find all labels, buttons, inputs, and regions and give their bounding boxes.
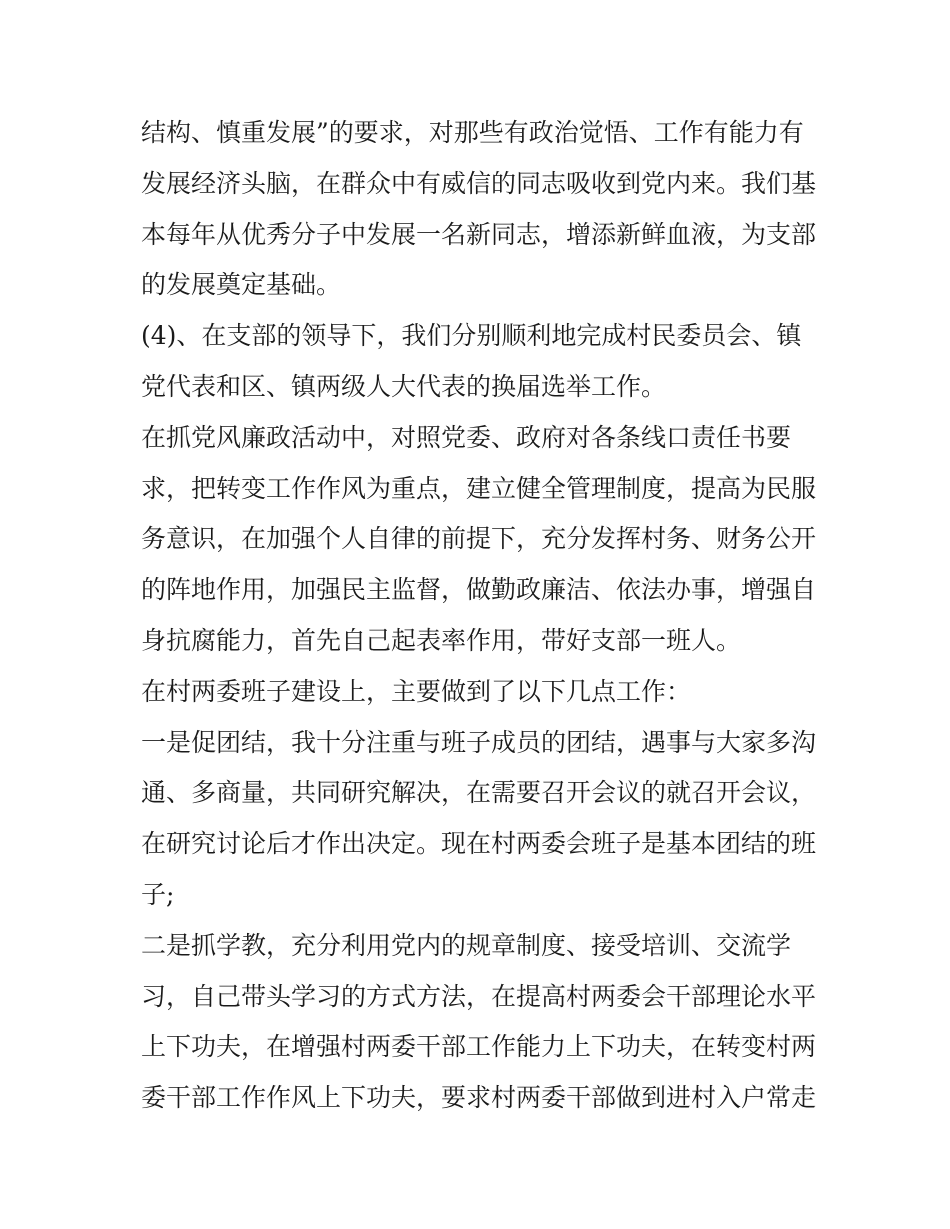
text-line: 的发展奠定基础。: [141, 270, 342, 300]
text-line: 的阵地作用，加强民主监督，做勤政廉洁、依法办事，增强自: [141, 575, 817, 605]
text-line: 在村两委班子建设上，主要做到了以下几点工作：: [141, 676, 692, 706]
text-line: 求，把转变工作作风为重点，建立健全管理制度，提高为民服: [141, 473, 817, 503]
text-line: 一是促团结，我十分注重与班子成员的团结，遇事与大家多沟: [141, 727, 817, 757]
text-line: 党代表和区、镇两级人大代表的换届选举工作。: [141, 371, 667, 401]
text-line: 委干部工作作风上下功夫，要求村两委干部做到进村入户常走: [141, 1083, 817, 1113]
text-line: 上下功夫，在增强村两委干部工作能力上下功夫，在转变村两: [141, 1032, 817, 1062]
text-line: 身抗腐能力，首先自己起表率作用，带好支部一班人。: [141, 625, 742, 655]
text-line: (4)、在支部的领导下，我们分别顺利地完成村民委员会、镇: [141, 321, 802, 351]
text-line: 在研究讨论后才作出决定。现在村两委会班子是基本团结的班: [141, 829, 817, 859]
text-line: 通、多商量，共同研究解决，在需要召开会议的就召开会议，: [141, 778, 817, 808]
text-line: 在抓党风廉政活动中，对照党委、政府对各条线口责任书要: [141, 422, 792, 452]
body-text: [141, 108, 821, 1124]
text-line: 务意识，在加强个人自律的前提下，充分发挥村务、财务公开: [141, 524, 817, 554]
text-line: 习，自己带头学习的方式方法，在提高村两委会干部理论水平: [141, 981, 817, 1011]
text-line: 发展经济头脑，在群众中有威信的同志吸收到党内来。我们基: [141, 168, 817, 198]
text-line: 二是抓学教，充分利用党内的规章制度、接受培训、交流学: [141, 930, 792, 960]
text-line: 结构、慎重发展”的要求，对那些有政治觉悟、工作有能力有: [141, 118, 804, 147]
text-line: 本每年从优秀分子中发展一名新同志，增添新鲜血液，为支部: [141, 219, 817, 249]
text-line: 子;: [141, 879, 175, 909]
